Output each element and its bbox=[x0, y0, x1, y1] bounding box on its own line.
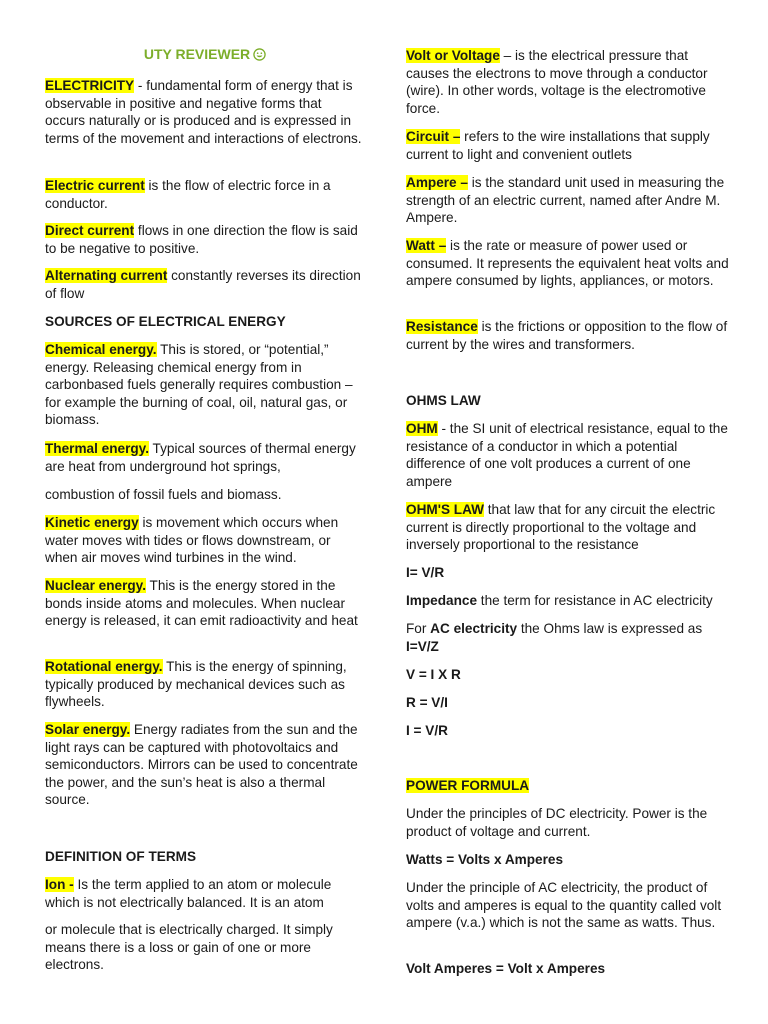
volt-amperes-formula: Volt Amperes = Volt x Amperes bbox=[406, 961, 606, 976]
kinetic-energy-term: Kinetic energy bbox=[45, 515, 139, 530]
formula-r-equals-v-over-i: R = V/I bbox=[406, 695, 448, 710]
ohm-definition bbox=[406, 420, 730, 490]
ion-definition-continued: or molecule that is electrically charged. It simply means there is a loss or gain of one or more electrons. bbox=[45, 922, 333, 973]
nuclear-energy-text: This is the energy stored in the bonds inside atoms and molecules. When nuclear energy is released, it can emit radioactivity and heat bbox=[45, 578, 358, 629]
impedance-term: Impedance bbox=[406, 593, 478, 608]
kinetic-energy-definition bbox=[45, 514, 365, 567]
ohms-law-text: that law that for any circuit the electric current is directly proportional to the voltage and inversely proportional to the resistance bbox=[406, 502, 716, 553]
alternating-current-text: constantly reverses its direction of flow bbox=[45, 268, 361, 301]
ac-electricity-text: the Ohms law is expressed as bbox=[517, 621, 703, 636]
alternating-current-term: Alternating current bbox=[45, 268, 168, 283]
nuclear-energy-term: Nuclear energy. bbox=[45, 578, 146, 593]
circuit-definition bbox=[406, 128, 730, 163]
watt-definition bbox=[406, 237, 730, 290]
rotational-energy-definition bbox=[45, 658, 365, 711]
ac-electricity-statement bbox=[406, 620, 730, 655]
kinetic-energy-text: is movement which occurs when water moves with tides or flows downstream, or when air moves wind turbines in the wind. bbox=[45, 515, 339, 566]
watt-term: Watt – bbox=[406, 238, 447, 253]
resistance-text: is the frictions or opposition to the flow of current by the wires and transformers. bbox=[406, 319, 728, 352]
resistance-term: Resistance bbox=[406, 319, 478, 334]
sources-heading: SOURCES OF ELECTRICAL ENERGY bbox=[45, 314, 286, 329]
volt-definition bbox=[406, 47, 730, 117]
alternating-current-definition bbox=[45, 267, 365, 302]
solar-energy-definition bbox=[45, 721, 365, 809]
document-title-text: UTY REVIEWER bbox=[143, 46, 251, 62]
thermal-energy-text: Typical sources of thermal energy are heat from underground hot springs, bbox=[45, 441, 356, 474]
rotational-energy-term: Rotational energy. bbox=[45, 659, 163, 674]
ion-term: Ion - bbox=[45, 877, 74, 892]
definition-heading: DEFINITION OF TERMS bbox=[45, 849, 197, 864]
volt-term: Volt or Voltage bbox=[406, 48, 500, 63]
ohms-law-definition bbox=[406, 501, 730, 554]
thermal-energy-term: Thermal energy. bbox=[45, 441, 150, 456]
direct-current-term: Direct current bbox=[45, 223, 135, 238]
resistance-definition bbox=[406, 318, 730, 353]
power-formula-heading: POWER FORMULA bbox=[406, 778, 530, 793]
impedance-text: the term for resistance in AC electricity bbox=[477, 593, 713, 608]
chemical-energy-definition bbox=[45, 341, 365, 429]
formula-i-equals-v-over-z: I=V/Z bbox=[406, 638, 439, 654]
circuit-term: Circuit – bbox=[406, 129, 461, 144]
smiley-face-icon bbox=[253, 48, 266, 61]
solar-energy-text: Energy radiates from the sun and the light rays can be captured with photovoltaics and semiconductors. Mirrors can be used to concentrate the power, and the sun’s heat is also a thermal source. bbox=[45, 722, 358, 808]
document-title bbox=[45, 46, 365, 64]
ohm-text: - the SI unit of electrical resistance, equal to the resistance of a conductor in which a potential difference of one volt produces a current of one ampere bbox=[406, 421, 728, 489]
power-formula-heading-line bbox=[406, 777, 730, 795]
electricity-term: ELECTRICITY bbox=[45, 78, 135, 93]
formula-i-equals-v-over-r: I= V/R bbox=[406, 565, 445, 580]
watts-formula: Watts = Volts x Amperes bbox=[406, 852, 564, 867]
electric-current-term: Electric current bbox=[45, 178, 145, 193]
electricity-text: - fundamental form of energy that is observable in positive and negative forms that occurs naturally or is produced and is expressed in terms of the movement and interactions of electrons. bbox=[45, 78, 362, 146]
electricity-definition bbox=[45, 77, 365, 147]
ac-electricity-term: AC electricity bbox=[430, 621, 518, 636]
direct-current-definition bbox=[45, 222, 365, 257]
nuclear-energy-definition bbox=[45, 577, 365, 630]
thermal-energy-continued: combustion of fossil fuels and biomass. bbox=[45, 487, 282, 502]
formula-v-equals-i-x-r: V = I X R bbox=[406, 667, 461, 682]
formula-i-equals-v-over-r-2: I = V/R bbox=[406, 723, 448, 738]
ion-definition bbox=[45, 876, 365, 911]
thermal-energy-definition bbox=[45, 440, 365, 475]
volt-text: – is the electrical pressure that causes the electrons to move through a conductor (wire). In other words, voltage is the electromotive force. bbox=[406, 48, 708, 116]
ohms-law-heading: OHMS LAW bbox=[406, 393, 481, 408]
rotational-energy-text: This is the energy of spinning, typically produced by mechanical devices such as flywheels. bbox=[45, 659, 347, 710]
power-ac-text: Under the principle of AC electricity, the product of volts and amperes is equal to the quantity called volt ampere (v.a.) which is not the same as watts. Thus. bbox=[406, 880, 722, 931]
impedance-definition bbox=[406, 592, 730, 610]
ampere-term: Ampere – bbox=[406, 175, 468, 190]
ion-text: Is the term applied to an atom or molecule which is not electrically balanced. It is an atom bbox=[45, 877, 332, 910]
ampere-text: is the standard unit used in measuring the strength of an electric current, named after Andre M. Ampere. bbox=[406, 175, 725, 226]
electric-current-definition bbox=[45, 177, 365, 212]
ohms-law-term: OHM'S LAW bbox=[406, 502, 484, 517]
chemical-energy-term: Chemical energy. bbox=[45, 342, 157, 357]
solar-energy-term: Solar energy. bbox=[45, 722, 131, 737]
direct-current-text: flows in one direction the flow is said to be negative to positive. bbox=[45, 223, 358, 256]
ac-prefix: For bbox=[406, 621, 431, 636]
ohm-term: OHM bbox=[406, 421, 438, 436]
watt-text: is the rate or measure of power used or consumed. It represents the equivalent heat volts and ampere consumed by lights, appliances, or motors. bbox=[406, 238, 729, 289]
ampere-definition bbox=[406, 174, 730, 227]
chemical-energy-text: This is stored, or “potential,” energy. Releasing chemical energy from in carbonbased fuels generally requires combustion – for example the burning of coal, oil, natural gas, or biomass. bbox=[45, 342, 353, 428]
electric-current-text: is the flow of electric force in a conductor. bbox=[45, 178, 331, 211]
circuit-text: refers to the wire installations that supply current to light and convenient outlets bbox=[406, 129, 710, 162]
power-dc-text: Under the principles of DC electricity. Power is the product of voltage and current. bbox=[406, 806, 708, 839]
